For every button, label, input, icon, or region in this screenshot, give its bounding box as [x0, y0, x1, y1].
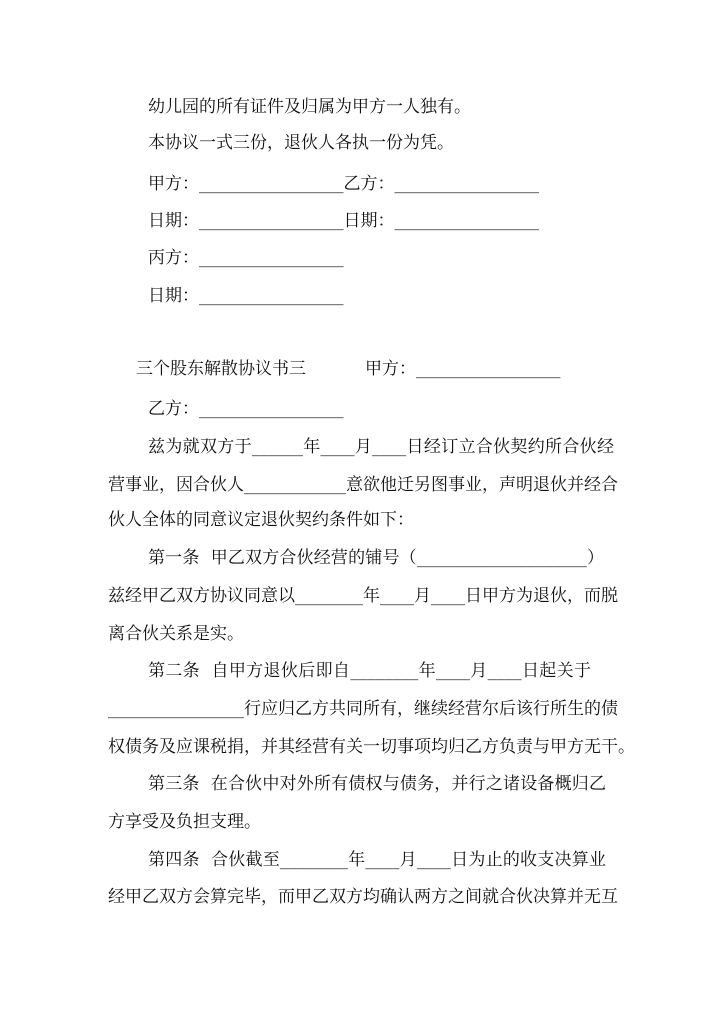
signature-line-party-a-b: 甲方：_________________乙方：_________________ — [148, 174, 539, 194]
clause-1-line: 第一条 甲乙双方合伙经营的铺号（____________________） — [148, 548, 604, 568]
paragraph-line: 方享受及负担支理。 — [108, 812, 261, 832]
clause-2-line: 第二条 自甲方退伙后即自________年____月____日起关于 — [148, 661, 591, 681]
paragraph-line: 经甲乙双方会算完毕，而甲乙双方均确认两方之间就合伙决算并无互 — [108, 887, 618, 907]
paragraph-line: 营事业，因合伙人____________意欲他迁另图事业，声明退伙并经合 — [108, 475, 618, 495]
paragraph-line: 离合伙关系是实。 — [108, 624, 244, 644]
paragraph-line: 兹为就双方于______年____月____日经订立合伙契约所合伙经 — [148, 437, 614, 457]
paragraph-line: 幼儿园的所有证件及归属为甲方一人独有。 — [148, 97, 471, 117]
paragraph-line: 本协议一式三份，退伙人各执一份为凭。 — [148, 133, 454, 153]
signature-line-party-b: 乙方：_________________ — [148, 399, 344, 419]
paragraph-line: ________________行应归乙方共同所有，继续经营尔后该行所生的债 — [108, 699, 618, 719]
date-line: 日期：_________________日期：_________________ — [148, 211, 539, 231]
signature-line-party-a: 甲方：_________________ — [365, 359, 561, 379]
date-line: 日期：_________________ — [148, 286, 344, 306]
paragraph-line: 权债务及应课税捐，并其经营有关一切事项均归乙方负责与甲方无干。 — [108, 737, 635, 757]
paragraph-line: 兹经甲乙双方协议同意以________年____月____日甲方为退伙，而脱 — [108, 586, 618, 606]
clause-4-line: 第四条 合伙截至________年____月____日为止的收支决算业 — [148, 850, 606, 870]
signature-line-party-c: 丙方：_________________ — [148, 248, 344, 268]
paragraph-line: 伙人全体的同意议定退伙契约条件如下： — [108, 510, 414, 530]
section-title: 三个股东解散协议书三 — [136, 359, 306, 379]
clause-3-line: 第三条 在合伙中对外所有债权与债务，并行之诸设备概归乙 — [148, 774, 606, 794]
